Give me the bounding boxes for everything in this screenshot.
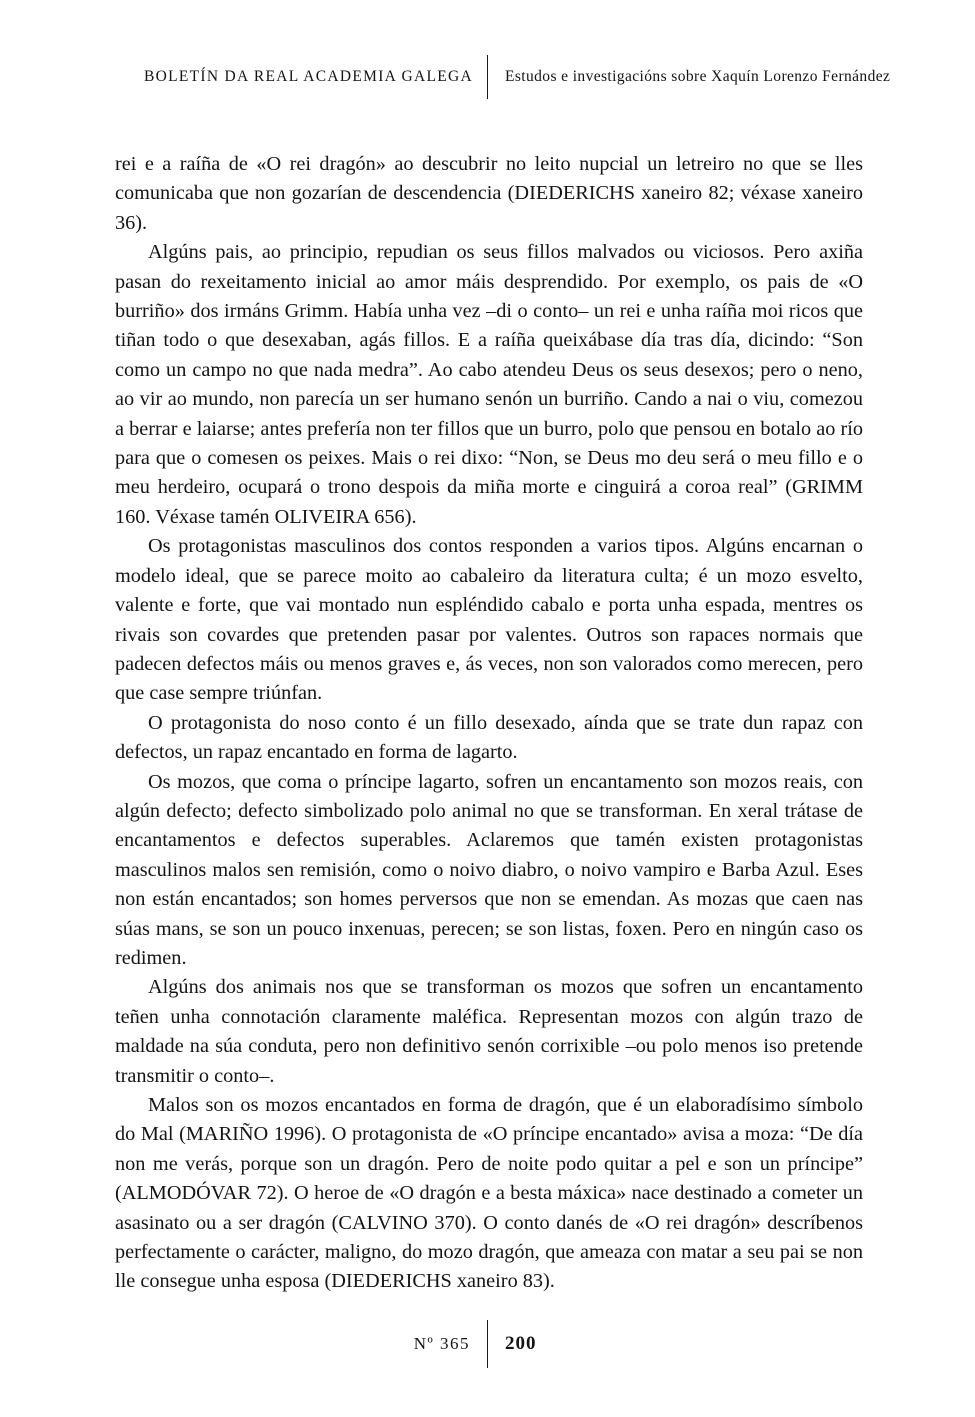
paragraph: Os mozos, que coma o príncipe lagarto, sofren un encantamento son mozos reais, con algún defecto; defecto simbolizado polo animal no que se transforman. En xeral trátase de encantamentos e defectos superables. Aclaremos que tamén existen protagonistas masculinos malos sen remisión, como o noivo diabro, o noivo vampiro e Barba Azul. Eses non están encantados; son homes perversos que non se emendan. As mozas que caen nas súas mans, se son un pouco inxenuas, perecen; se son listas, foxen. Pero en ningún caso os redimen. <box>115 770 863 969</box>
page-number: 200 <box>505 1333 537 1354</box>
page-footer <box>0 1320 975 1368</box>
paragraph: O protagonista do noso conto é un fillo desexado, aínda que se trate dun rapaz con defectos, un rapaz encantado en forma de lagarto. <box>115 711 863 764</box>
section-title: Estudos e investigacións sobre Xaquín Lorenzo Fernández <box>505 68 891 85</box>
paragraph: Algúns dos animais nos que se transforman os mozos que sofren un encantamento teñen unha connotación claramente maléfica. Representan mozos con algún trazo de maldade na súa conduta, pero non definitivo senón corrixible –ou polo menos iso pretende transmitir o conto–. <box>115 976 863 1087</box>
page-header <box>0 55 975 99</box>
paragraph: Malos son os mozos encantados en forma de dragón, que é un elaboradísimo símbolo do Mal (MARIÑO 1996). O protagonista de «O príncipe encantado» avisa a moza: “De día non me verás, porque son un dragón. Pero de noite podo quitar a pel e son un príncipe” (ALMODÓVAR 72). O heroe de «O dragón e a besta máxica» nace destinado a cometer un asasinato ou a ser dragón (CALVINO 370). O conto danés de «O rei dragón» descríbenos perfectamente o carácter, maligno, do mozo dragón, que ameaza con matar a seu pai se non lle consegue unha esposa (DIEDERICHS xaneiro 83). <box>115 1094 863 1293</box>
paragraph: Algúns pais, ao principio, repudian os seus fillos malvados ou viciosos. Pero axiña pasan do rexeitamento inicial ao amor máis desprendido. Por exemplo, os pais de «O burriño» dos irmáns Grimm. Había unha vez –di o conto– un rei e unha raíña moi ricos que tiñan todo o que desexaban, agás fillos. E a raíña queixábase día tras día, dicindo: “Son como un campo no que nada medra”. Ao cabo atendeu Deus os seus desexos; pero o neno, ao vir ao mundo, non parecía un ser humano senón un burriño. Cando a nai o viu, comezou a berrar e laiarse; antes prefería non ter fillos que un burro, polo que pensou en botalo ao río para que o comesen os peixes. Mais o rei dixo: “Non, se Deus mo deu será o meu fillo e o meu herdeiro, ocupará o trono despois da miña morte e cinguirá a coroa real” (GRIMM 160. Véxase tamén OLIVEIRA 656). <box>115 241 863 528</box>
paragraph-continuation: rei e a raíña de «O rei dragón» ao descubrir no leito nupcial un letreiro no que se lles comunicaba que non gozarían de descendencia (DIEDERICHS xaneiro 82; véxase xaneiro 36). <box>115 153 863 234</box>
issue-number: Nº 365 <box>413 1334 470 1353</box>
article-body <box>115 150 863 1297</box>
journal-title: BOLETÍN DA REAL ACADEMIA GALEGA <box>143 68 473 85</box>
paragraph: Os protagonistas masculinos dos contos responden a varios tipos. Algúns encarnan o modelo ideal, que se parece moito ao cabaleiro da literatura culta; é un mozo esvelto, valente e forte, que vai montado nun espléndido cabalo e porta unha espada, mentres os rivais son covardes que pretenden pasar por valentes. Outros son rapaces normais que padecen defectos máis ou menos graves e, ás veces, non son valorados como merecen, pero que case sempre triúnfan. <box>115 535 863 705</box>
